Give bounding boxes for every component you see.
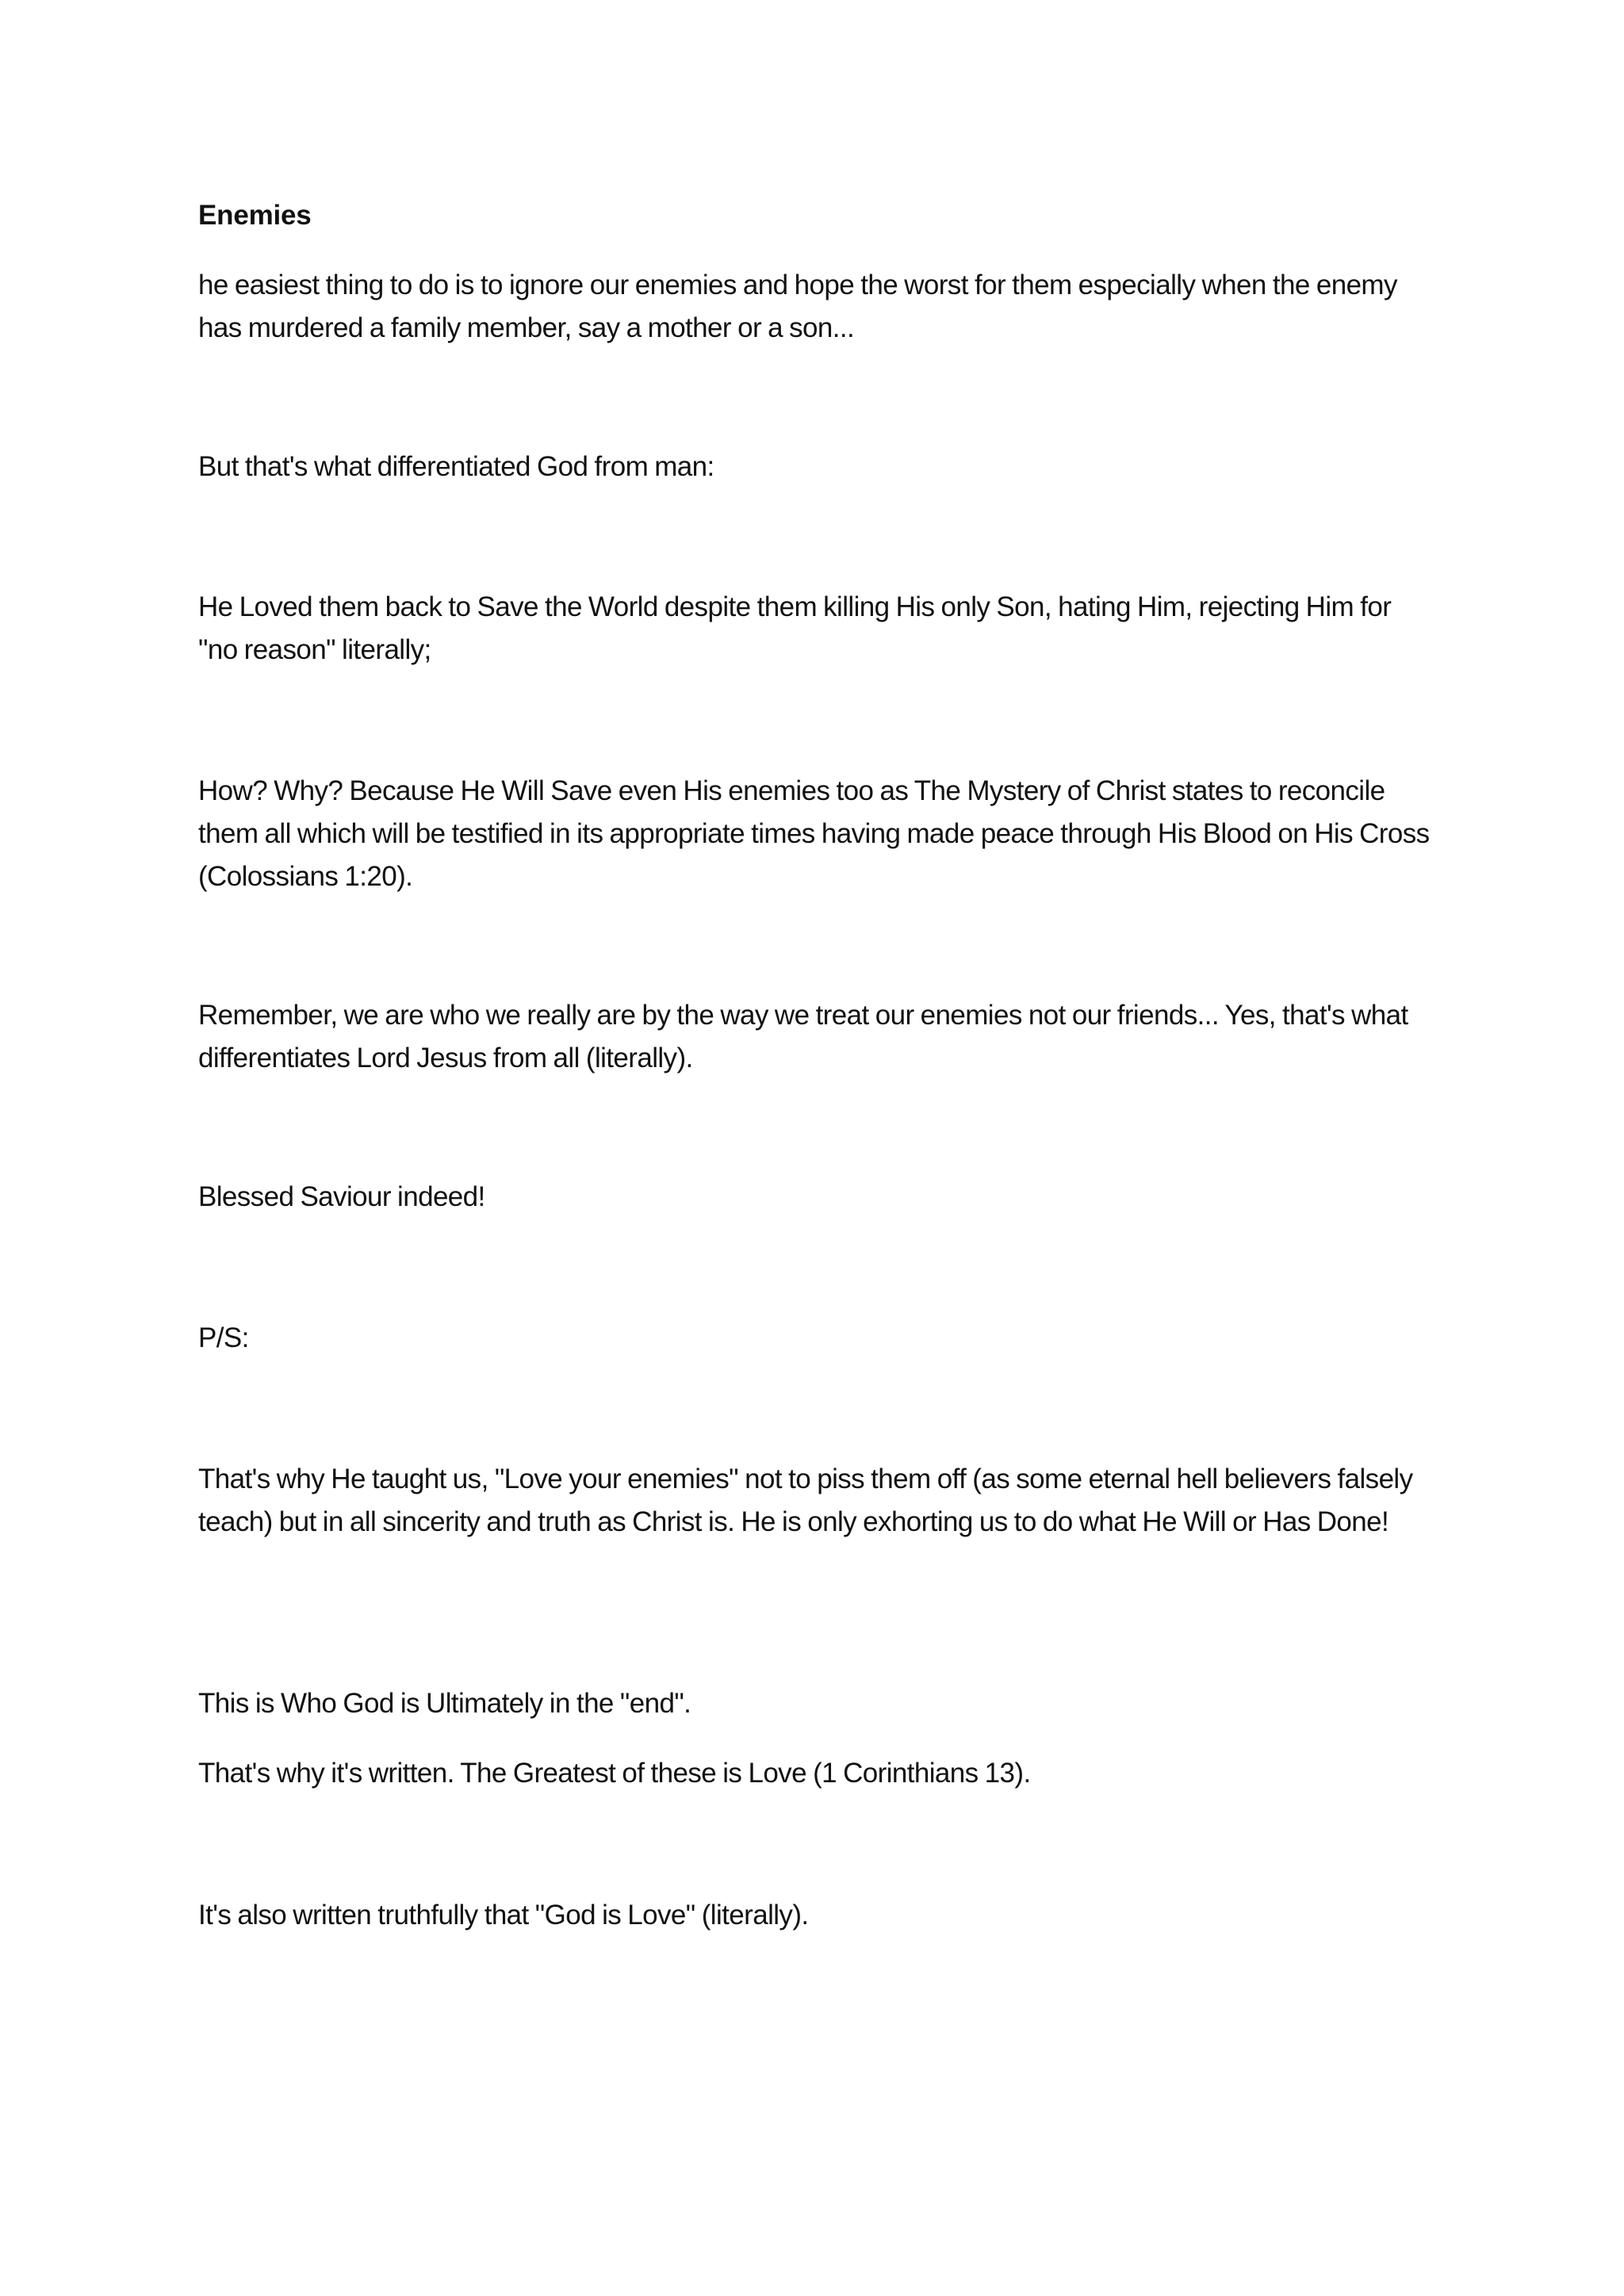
- paragraph-5: Remember, we are who we really are by the way we treat our enemies not our friends... Yes, that's what differentiates Lord Jesus from all (literally).: [198, 1000, 1408, 1073]
- paragraph-10: That's why it's written. The Greatest of these is Love (1 Corinthians 13).: [198, 1758, 1031, 1789]
- document-title: Enemies: [198, 200, 312, 231]
- paragraph-6: Blessed Saviour indeed!: [198, 1181, 485, 1212]
- paragraph-7: P/S:: [198, 1322, 249, 1353]
- paragraph-3: He Loved them back to Save the World despite them killing His only Son, hating Him, rejecting Him for "no reason" literally;: [198, 591, 1392, 665]
- paragraph-9: This is Who God is Ultimately in the "end".: [198, 1688, 691, 1719]
- paragraph-4: How? Why? Because He Will Save even His enemies too as The Mystery of Christ states to reconcile them all which will be testified in its appropriate times having made peace through His Blood on His Cross (Colossians 1:20).: [198, 775, 1430, 892]
- paragraph-8: That's why He taught us, "Love your enemies" not to piss them off (as some eternal hell believers falsely teach) but in all sincerity and truth as Christ is. He is only exhorting us to do what He Will or Has Done!: [198, 1464, 1413, 1537]
- paragraph-1: he easiest thing to do is to ignore our enemies and hope the worst for them especially when the enemy has murdered a family member, say a mother or a son...: [198, 270, 1397, 343]
- paragraph-2: But that's what differentiated God from man:: [198, 451, 714, 482]
- paragraph-11: It's also written truthfully that "God is Love" (literally).: [198, 1900, 809, 1931]
